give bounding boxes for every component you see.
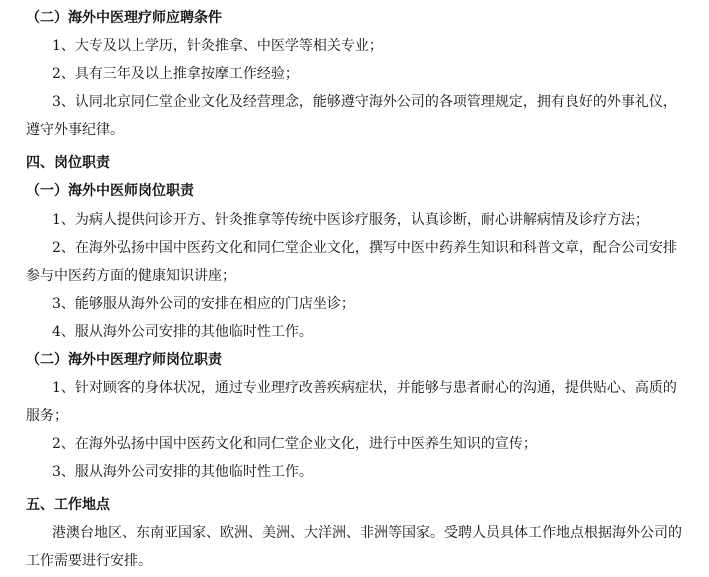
location-paragraph-continuation: 工作需要进行安排。 [26,553,152,569]
list-item: 3、能够服从海外公司的安排在相应的门店坐诊； [52,296,355,312]
location-paragraph: 港澳台地区、东南亚国家、欧洲、美洲、大洋洲、非洲等国家。受聘人员具体工作地点根据海外公司的 [52,525,682,541]
list-item: 4、服从海外公司安排的其他临时性工作。 [52,324,313,340]
list-item: 3、认同北京同仁堂企业文化及经营理念，能够遵守海外公司的各项管理规定，拥有良好的外事礼仪， [52,94,677,110]
section-heading-duties: 四、岗位职责 [26,155,110,171]
list-item: 1、大专及以上学历，针灸推拿、中医学等相关专业； [52,38,383,54]
list-item: 2、在海外弘扬中国中医药文化和同仁堂企业文化，进行中医养生知识的宣传； [52,436,537,452]
subsection-heading-doctor-duties: （一）海外中医师岗位职责 [26,183,194,199]
list-item-continuation: 服务； [26,408,68,424]
section-heading-therapist-requirements: （二）海外中医理疗师应聘条件 [26,10,222,26]
list-item-continuation: 参与中医药方面的健康知识讲座； [26,268,236,284]
subsection-heading-therapist-duties: （二）海外中医理疗师岗位职责 [26,352,222,368]
list-item-continuation: 遵守外事纪律。 [26,122,124,138]
list-item: 3、服从海外公司安排的其他临时性工作。 [52,464,313,480]
list-item: 1、为病人提供问诊开方、针灸推拿等传统中医诊疗服务，认真诊断，耐心讲解病情及诊疗方法； [52,212,649,228]
list-item: 2、在海外弘扬中国中医药文化和同仁堂企业文化，撰写中医中药养生知识和科普文章，配合公司安排 [52,240,677,256]
section-heading-work-location: 五、工作地点 [26,497,110,513]
list-item: 1、针对顾客的身体状况，通过专业理疗改善疾病症状，并能够与患者耐心的沟通，提供贴心、高质的 [52,380,677,396]
list-item: 2、具有三年及以上推拿按摩工作经验； [52,66,299,82]
